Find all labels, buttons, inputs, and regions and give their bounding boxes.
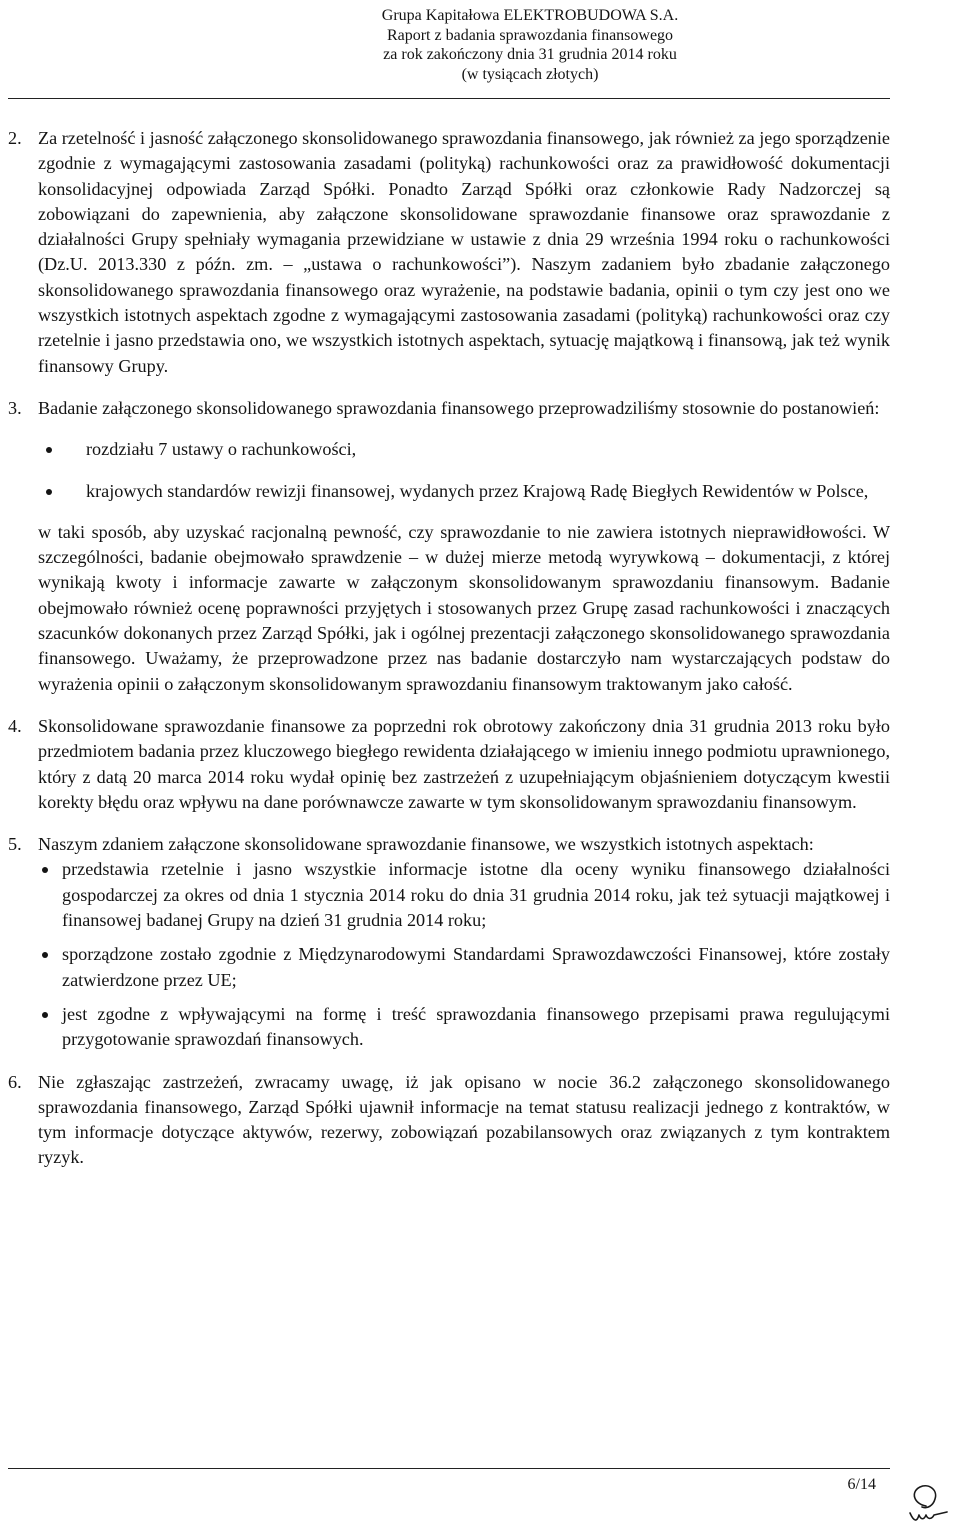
list-item: sporządzone zostało zgodnie z Międzynarodowymi Standardami Sprawozdawczości Finansowej, które zostały zatwierdzone przez UE; [38,942,890,993]
report-header [0,6,960,84]
section-number: 2. [8,128,22,148]
bullet-list [38,857,890,1052]
list-item: rozdziału 7 ustawy o rachunkowości, [38,437,890,462]
list-item: jest zgodne z wpływającymi na formę i treść sprawozdania finansowego przepisami prawa regulującymi przygotowanie sprawozdań finansowych. [38,1002,890,1053]
section-2 [8,126,890,379]
list-item: krajowych standardów rewizji finansowej, wydanych przez Krajową Radę Biegłych Rewidentów w Polsce, [38,479,890,504]
section-5 [8,832,890,1052]
header-period: za rok zakończony dnia 31 grudnia 2014 roku [383,46,677,63]
section-paragraph: Nie zgłaszając zastrzeżeń, zwracamy uwagę, iż jak opisano w nocie 36.2 załączonego skonsolidowanego sprawozdania finansowego, Zarząd Spółki ujawnił informacje na temat statusu realizacji jednego z kontraktów, w tym informacje dotyczące aktywów, rezerwy, zobowiązań pozabilansowych oraz związanych z tym kontraktem ryzyk. [38,1071,890,1168]
bullet-list [38,437,890,504]
section-paragraph: Skonsolidowane sprawozdanie finansowe za poprzedni rok obrotowy zakończony dnia 31 grudnia 2013 roku było przedmiotem badania przez kluczowego biegłego rewidenta działającego w imieniu innego podmiotu uprawnionego, który z datą 20 marca 2014 roku wydał opinię bez zastrzeżeń z uzupełniającym objaśnieniem dotyczącym kwestii korekty błędu oraz wpływu na dane porównawcze zawarte w tym skonsolidowanym sprawozdaniu finansowym. [38,715,890,812]
document-body [8,126,890,1188]
section-3 [8,396,890,697]
section-number: 4. [8,715,22,736]
header-divider [8,98,890,99]
list-item: przedstawia rzetelnie i jasno wszystkie informacje istotne dla oceny wyniku finansowego działalności gospodarczej za okres od dnia 1 stycznia 2014 roku do dnia 31 grudnia 2014 roku, jak też sytuacji majątkowej i finansowej badanej Grupy na dzień 31 grudnia 2014 roku; [38,857,890,933]
section-number: 5. [8,834,22,855]
section-number: 6. [8,1071,22,1092]
header-units: (w tysiącach złotych) [461,65,599,83]
page-number: 6/14 [847,1476,876,1493]
header-company: Grupa Kapitałowa ELEKTROBUDOWA S.A. [381,7,679,24]
section-number: 3. [8,397,22,418]
handwritten-initials-icon [902,1482,952,1524]
section-4 [8,714,890,815]
section-paragraph: w taki sposób, aby uzyskać racjonalną pewność, czy sprawozdanie to nie zawiera istotnych nieprawidłowości. W szczególności, badanie obejmowało sprawdzenie – w dużej mierze metodą wyrywkową – dokumentacji, z której wynikają kwoty i informacje zawarte w załączonym skonsolidowanym sprawozdaniu finansowym. Badanie obejmowało również ocenę poprawności przyjętych i stosowanych przez Grupę zasad rachunkowości i znaczących szacunków dokonanych przez Zarząd Spółki, jak i ogólnej prezentacji załączonego skonsolidowanego sprawozdania finansowego. Uważamy, że przeprowadzone przez nas badanie dostarczyło nam wystarczających podstaw do wyrażenia opinii o załączonym skonsolidowanym sprawozdaniu finansowym traktowanym jako całość. [38,521,890,694]
footer-divider [8,1468,890,1469]
section-intro: Badanie załączonego skonsolidowanego sprawozdania finansowego przeprowadziliśmy stosownie do postanowień: [38,397,880,418]
section-6 [8,1070,890,1171]
section-paragraph: Za rzetelność i jasność załączonego skonsolidowanego sprawozdania finansowego, jak również za jego sporządzenie zgodnie z wymagającymi zastosowania zasadami (polityką) rachunkowości oraz za prawidłowość dokumentacji konsolidacyjnej odpowiada Zarząd Spółki. Ponadto Zarząd Spółki oraz członkowie Rady Nadzorczej są zobowiązani do zapewnienia, aby załączone skonsolidowane sprawozdanie finansowe oraz sprawozdanie z działalności Grupy spełniały wymagania przewidziane w ustawie z dnia 29 września 1994 roku o rachunkowości (Dz.U. 2013.330 z późn. zm. – „ustawa o rachunkowości”). Naszym zadaniem było zbadanie załączonego skonsolidowanego sprawozdania finansowego oraz wyrażenie, na podstawie badania, opinii o tym czy jest ono we wszystkich istotnych aspektach zgodne z wymagającymi zastosowania zasadami (polityką) rachunkowości oraz czy rzetelnie i jasno przedstawia ono, we wszystkich istotnych aspektach, sytuację majątkową i finansową, jak też wynik finansowy Grupy. [38,128,890,376]
section-intro: Naszym zdaniem załączone skonsolidowane sprawozdanie finansowe, we wszystkich istotnych aspektach: [38,834,814,855]
header-report-title: Raport z badania sprawozdania finansowego [386,26,674,44]
